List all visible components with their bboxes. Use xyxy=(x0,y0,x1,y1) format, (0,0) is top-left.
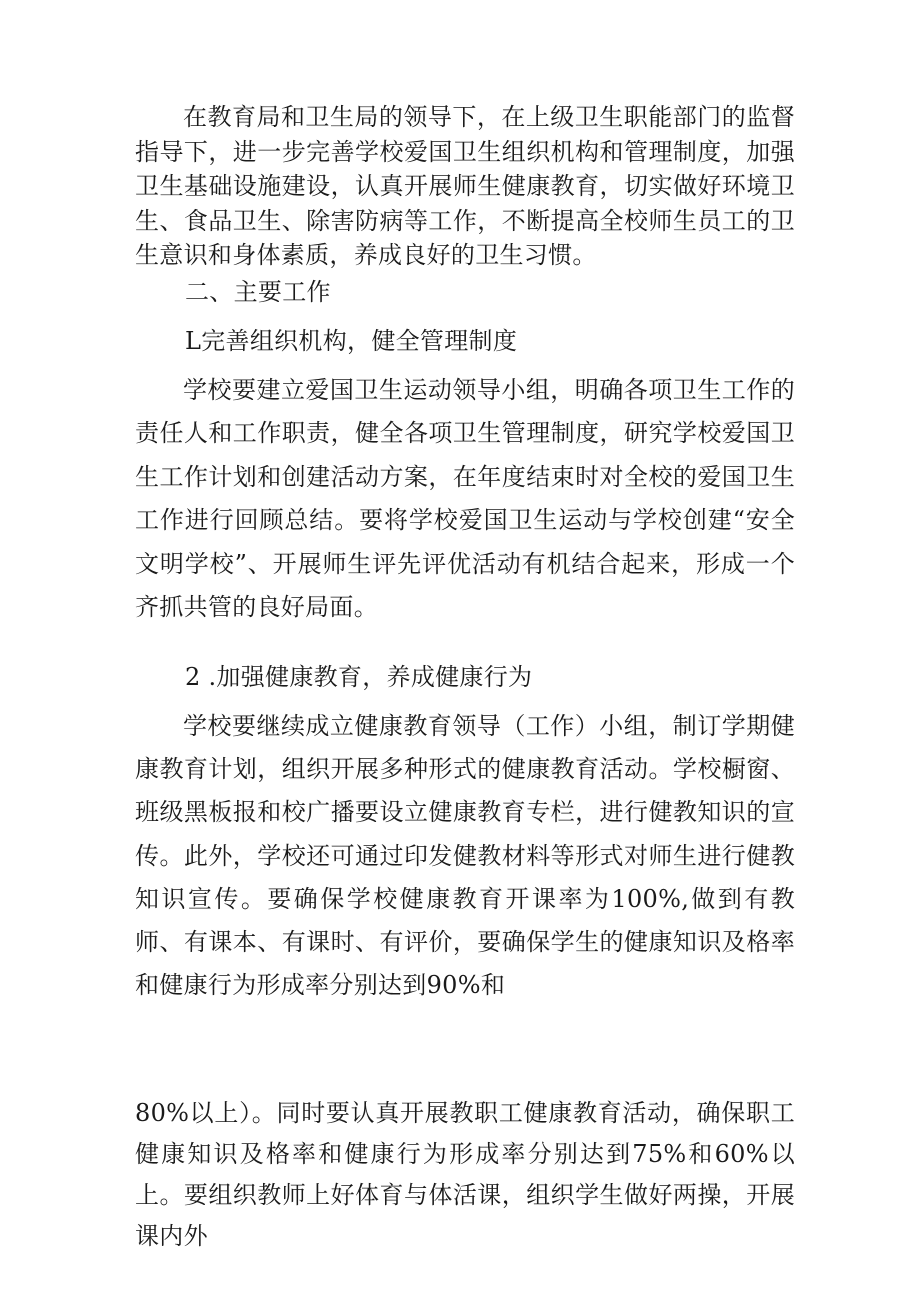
item2-continuation-paragraph: 80%以上）。同时要认真开展教职工健康教育活动，确保职工健康知识及格率和健康行为形成率分别达到75%和60%以上。要组织教师上好体育与体活课，组织学生做好两操，开展课内外 xyxy=(135,1099,795,1250)
item2-paragraph: 学校要继续成立健康教育领导（工作）小组，制订学期健康教育计划，组织开展多种形式的健康教育活动。学校橱窗、班级黑板报和校广播要设立健康教育专栏，进行健教知识的宣传。此外，学校还可通过印发健教材料等形式对师生进行健教知识宣传。要确保学校健康教育开课率为100%,做到有教师、有课本、有课时、有评价，要确保学生的健康知识及格率和健康行为形成率分别达到90%和 xyxy=(135,712,795,1000)
item1-heading: L完善组织机构，健全管理制度 xyxy=(185,327,518,355)
item2-heading: 2 .加强健康教育，养成健康行为 xyxy=(185,663,533,691)
intro-paragraph: 在教育局和卫生局的领导下，在上级卫生职能部门的监督指导下，进一步完善学校爱国卫生组织机构和管理制度，加强卫生基础设施建设，认真开展师生健康教育，切实做好环境卫生、食品卫生、除害防病等工作，不断提高全校师生员工的卫生意识和身体素质，养成良好的卫生习惯。 xyxy=(135,103,795,269)
section-heading: 二、主要工作 xyxy=(185,278,331,306)
item1-paragraph: 学校要建立爱国卫生运动领导小组，明确各项卫生工作的责任人和工作职责，健全各项卫生管理制度，研究学校爱国卫生工作计划和创建活动方案，在年度结束时对全校的爱国卫生工作进行回顾总结。要将学校爱国卫生运动与学校创建“安全文明学校”、开展师生评先评优活动有机结合起来，形成一个齐抓共管的良好局面。 xyxy=(135,376,795,622)
